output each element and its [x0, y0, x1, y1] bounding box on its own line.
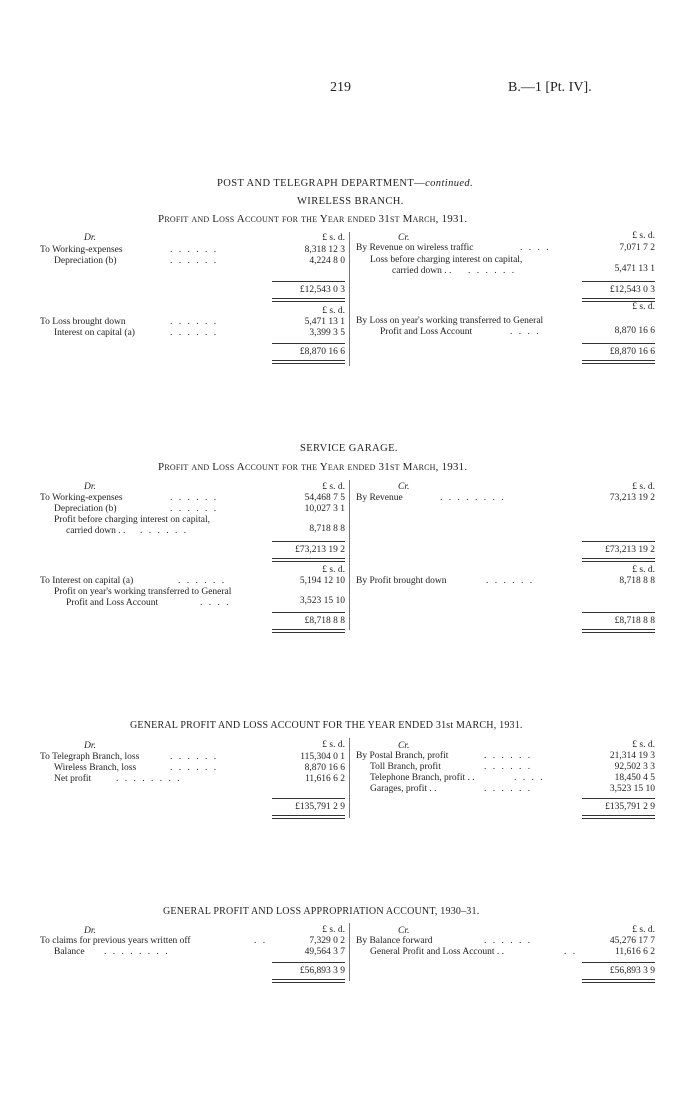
- appropriation-right-row-amount: 45,276 17 7: [609, 936, 655, 946]
- wireless-dr-label: Dr.: [84, 233, 96, 243]
- wireless-divider: [349, 232, 350, 366]
- general-dr-label: Dr.: [84, 741, 96, 751]
- garage-right-row-label: By Revenue: [356, 493, 403, 503]
- wireless-right-row-label2: carried down . .: [392, 266, 452, 276]
- garage-left-row-label: To Working-expenses: [40, 493, 123, 503]
- garage-left-row-amount: 8,718 8 8: [309, 524, 345, 534]
- appropriation-left-row-label: Balance: [54, 947, 85, 957]
- wireless-right-col-head: £ s. d.: [632, 231, 655, 241]
- wireless-left-col-head: £ s. d.: [322, 233, 345, 243]
- wireless-left-row-amount: 4,224 8 0: [309, 256, 345, 266]
- garage-right-row-amount: 73,213 19 2: [609, 493, 655, 503]
- wireless-branch-heading: WIRELESS BRANCH.: [297, 196, 404, 207]
- general-right-col-head: £ s. d.: [632, 740, 655, 750]
- wireless-right-total: £12,543 0 3: [609, 285, 655, 295]
- garage-right2-row-label: By Profit brought down: [356, 576, 447, 586]
- general-left-row-amount: 11,616 6 2: [304, 774, 345, 784]
- appropriation-left-row-amount: 49,564 3 7: [304, 947, 345, 957]
- garage-left-row-label: Depreciation (b): [54, 504, 117, 514]
- page-number: 219: [330, 80, 351, 95]
- garage-left-row-amount: 10,027 3 1: [304, 504, 345, 514]
- general-left-row-amount: 115,304 0 1: [300, 752, 345, 762]
- garage-cr-label: Cr.: [398, 482, 410, 492]
- wireless-right2-row-label2: Profit and Loss Account: [380, 327, 473, 337]
- appropriation-right-row-label: By Balance forward: [356, 936, 433, 946]
- wireless-left2-row-amount: 3,399 3 5: [309, 328, 345, 338]
- garage-left-col-head: £ s. d.: [322, 482, 345, 492]
- general-right-row-amount: 3,523 15 10: [609, 784, 655, 794]
- general-account-title: GENERAL PROFIT AND LOSS ACCOUNT FOR THE YEAR ENDED 31st MARCH, 1931.: [130, 720, 523, 731]
- wireless-right-row-amount: 7,071 7 2: [619, 243, 655, 253]
- garage-divider: [349, 480, 350, 630]
- wireless-left-row-amount: 8,318 12 3: [304, 245, 345, 255]
- appropriation-dr-label: Dr.: [84, 926, 96, 936]
- garage-right-total-2: £8,718 8 8: [614, 616, 655, 626]
- general-left-row-label: To Telegraph Branch, loss: [40, 752, 140, 762]
- garage-left2-row-label2: Profit and Loss Account: [66, 598, 159, 608]
- general-right-row-amount: 18,450 4 5: [614, 773, 655, 783]
- garage-left-row-label2: carried down . .: [66, 526, 126, 536]
- wireless-right2-row-label: By Loss on year's working transferred to General: [356, 316, 544, 326]
- garage-dr-label: Dr.: [84, 482, 96, 492]
- appropriation-account-title: GENERAL PROFIT AND LOSS APPROPRIATION ACCOUNT, 1930–31.: [163, 906, 480, 917]
- wireless-right-col-head-2: £ s. d.: [632, 302, 655, 312]
- garage-left2-row-amount: 3,523 15 10: [299, 596, 345, 606]
- wireless-left2-row-label: Interest on capital (a): [54, 328, 135, 338]
- general-right-row-label: Toll Branch, profit: [370, 762, 441, 772]
- garage-heading: SERVICE GARAGE.: [300, 443, 398, 454]
- general-left-row-label: Net profit: [54, 774, 92, 784]
- appropriation-right-total: £56,893 3 9: [609, 966, 655, 976]
- appropriation-divider: [349, 923, 350, 981]
- garage-left2-row-amount: 5,194 12 10: [299, 576, 345, 586]
- garage-left-total-2: £8,718 8 8: [304, 616, 345, 626]
- appropriation-left-total: £56,893 3 9: [299, 966, 345, 976]
- general-right-row-label: Garages, profit . .: [370, 784, 437, 794]
- wireless-left-col-head-2: £ s. d.: [322, 306, 345, 316]
- garage-left-total: £73,213 19 2: [295, 545, 345, 555]
- garage-right2-row-amount: 8,718 8 8: [619, 576, 655, 586]
- appropriation-cr-label: Cr.: [398, 926, 410, 936]
- wireless-right-row-label: By Revenue on wireless traffic: [356, 243, 474, 253]
- wireless-left-row-label: Depreciation (b): [54, 256, 117, 266]
- general-divider: [349, 738, 350, 818]
- wireless-right2-row-amount: 8,870 16 6: [614, 326, 655, 336]
- wireless-left2-row-amount: 5,471 13 1: [304, 317, 345, 327]
- garage-account-title: Profit and Loss Account for the Year ended 31st March, 1931.: [158, 461, 468, 473]
- garage-right-total: £73,213 19 2: [605, 545, 655, 555]
- garage-left-col-head-2: £ s. d.: [322, 565, 345, 575]
- garage-left2-row-label: To Interest on capital (a): [40, 576, 134, 586]
- wireless-right-row-label: Loss before charging interest on capital,: [370, 255, 523, 265]
- wireless-right-total-2: £8,870 16 6: [609, 347, 655, 357]
- garage-right-col-head: £ s. d.: [632, 482, 655, 492]
- wireless-cr-label: Cr.: [398, 233, 410, 243]
- garage-left2-row-label: Profit on year's working transferred to General: [54, 587, 232, 597]
- page-reference: B.—1 [Pt. IV].: [508, 80, 592, 95]
- appropriation-left-row-amount: 7,329 0 2: [309, 936, 345, 946]
- general-cr-label: Cr.: [398, 741, 410, 751]
- wireless-left-total-2: £8,870 16 6: [299, 347, 345, 357]
- general-left-row-amount: 8,870 16 6: [304, 763, 345, 773]
- general-right-total: £135,791 2 9: [605, 802, 655, 812]
- general-right-row-amount: 21,314 19 3: [609, 751, 655, 761]
- general-right-row-label: By Postal Branch, profit: [356, 751, 449, 761]
- wireless-left-row-label: To Working-expenses: [40, 245, 123, 255]
- general-left-col-head: £ s. d.: [322, 740, 345, 750]
- wireless-right-row-amount: 5,471 13 1: [614, 264, 655, 274]
- garage-left-row-label: Profit before charging interest on capital,: [54, 515, 210, 525]
- wireless-account-title: Profit and Loss Account for the Year ended 31st March, 1931.: [158, 213, 468, 225]
- wireless-left2-row-label: To Loss brought down: [40, 317, 126, 327]
- department-title: POST AND TELEGRAPH DEPARTMENT—continued.: [217, 178, 474, 189]
- wireless-left-total: £12,543 0 3: [299, 285, 345, 295]
- appropriation-right-col-head: £ s. d.: [632, 925, 655, 935]
- appropriation-left-row-label: To claims for previous years written off: [40, 936, 191, 946]
- garage-left-row-amount: 54,468 7 5: [304, 493, 345, 503]
- appropriation-right-row-label: General Profit and Loss Account . .: [370, 947, 505, 957]
- appropriation-left-col-head: £ s. d.: [322, 925, 345, 935]
- general-right-row-label: Telephone Branch, profit . .: [370, 773, 475, 783]
- general-left-total: £135,791 2 9: [295, 802, 345, 812]
- general-left-row-label: Wireless Branch, loss: [54, 763, 137, 773]
- garage-right-col-head-2: £ s. d.: [632, 565, 655, 575]
- general-right-row-amount: 92,502 3 3: [614, 762, 655, 772]
- appropriation-right-row-amount: 11,616 6 2: [614, 947, 655, 957]
